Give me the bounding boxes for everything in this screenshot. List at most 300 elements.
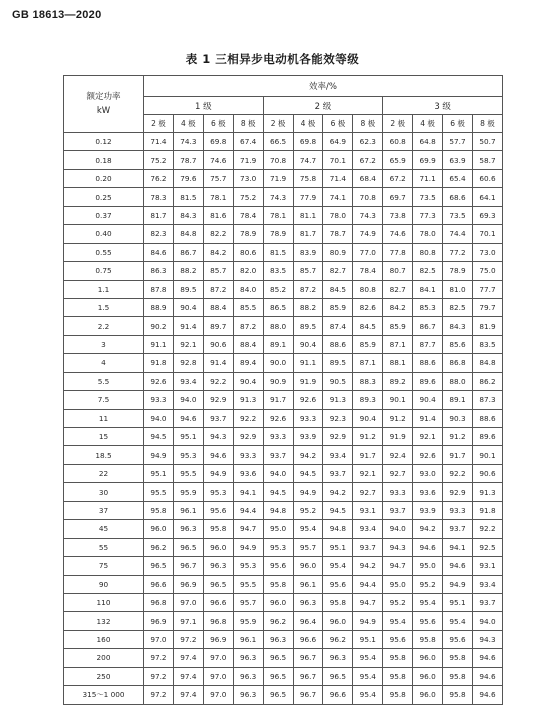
- efficiency-cell: 73.0: [233, 169, 263, 187]
- efficiency-cell: 81.5: [263, 243, 293, 261]
- table-row: [64, 464, 503, 482]
- efficiency-cell: 94.0: [263, 464, 293, 482]
- efficiency-cell: 82.5: [413, 262, 443, 280]
- efficiency-cell: 92.2: [203, 372, 233, 390]
- efficiency-cell: 91.3: [233, 391, 263, 409]
- efficiency-cell: 97.2: [144, 686, 174, 704]
- efficiency-cell: 94.6: [472, 667, 502, 685]
- efficiency-cell: 94.4: [233, 501, 263, 519]
- efficiency-cell: 92.3: [323, 409, 353, 427]
- efficiency-cell: 66.5: [263, 133, 293, 151]
- grade-2-header: 2 级: [263, 97, 383, 115]
- efficiency-cell: 94.5: [144, 428, 174, 446]
- efficiency-cell: 88.4: [203, 298, 233, 316]
- efficiency-cell: 96.7: [293, 686, 323, 704]
- efficiency-cell: 94.2: [353, 557, 383, 575]
- efficiency-cell: 87.2: [203, 280, 233, 298]
- efficiency-cell: 71.1: [413, 169, 443, 187]
- rated-power-cell: 250: [64, 667, 144, 685]
- efficiency-cell: 82.7: [323, 262, 353, 280]
- efficiency-cell: 90.3: [443, 409, 473, 427]
- rated-power-cell: 0.37: [64, 206, 144, 224]
- efficiency-cell: 96.0: [203, 538, 233, 556]
- efficiency-cell: 81.1: [293, 206, 323, 224]
- efficiency-cell: 74.6: [383, 225, 413, 243]
- efficiency-cell: 95.1: [443, 593, 473, 611]
- rated-power-cell: 0.20: [64, 169, 144, 187]
- efficiency-cell: 78.0: [413, 225, 443, 243]
- efficiency-cell: 67.2: [383, 169, 413, 187]
- efficiency-cell: 89.6: [413, 372, 443, 390]
- efficiency-cell: 93.7: [323, 464, 353, 482]
- pole-header: 6 极: [443, 115, 473, 133]
- efficiency-cell: 85.2: [263, 280, 293, 298]
- efficiency-cell: 92.9: [443, 483, 473, 501]
- pole-header: 2 极: [383, 115, 413, 133]
- table-row: [64, 409, 503, 427]
- efficiency-cell: 93.9: [293, 428, 323, 446]
- table-row: [64, 667, 503, 685]
- table-row: [64, 593, 503, 611]
- efficiency-cell: 95.1: [173, 428, 203, 446]
- efficiency-cell: 96.0: [144, 520, 174, 538]
- table-row: [64, 133, 503, 151]
- efficiency-cell: 88.4: [233, 335, 263, 353]
- efficiency-cell: 84.2: [203, 243, 233, 261]
- efficiency-cell: 96.5: [173, 538, 203, 556]
- efficiency-cell: 95.0: [263, 520, 293, 538]
- efficiency-cell: 96.5: [323, 667, 353, 685]
- rated-power-cell: 11: [64, 409, 144, 427]
- rated-power-cell: 5.5: [64, 372, 144, 390]
- efficiency-cell: 81.7: [293, 225, 323, 243]
- efficiency-cell: 80.6: [233, 243, 263, 261]
- efficiency-cell: 94.9: [233, 538, 263, 556]
- efficiency-cell: 95.4: [353, 649, 383, 667]
- table-row: [64, 262, 503, 280]
- efficiency-cell: 94.5: [293, 464, 323, 482]
- efficiency-cell: 87.4: [323, 317, 353, 335]
- table-row: [64, 317, 503, 335]
- rated-power-cell: 0.12: [64, 133, 144, 151]
- efficiency-cell: 93.7: [263, 446, 293, 464]
- efficiency-cell: 93.7: [383, 501, 413, 519]
- efficiency-cell: 96.5: [263, 667, 293, 685]
- table-row: [64, 575, 503, 593]
- efficiency-cell: 95.2: [413, 575, 443, 593]
- efficiency-cell: 82.0: [233, 262, 263, 280]
- efficiency-cell: 71.4: [323, 169, 353, 187]
- efficiency-cell: 79.7: [472, 298, 502, 316]
- efficiency-cell: 92.4: [383, 446, 413, 464]
- efficiency-cell: 96.5: [203, 575, 233, 593]
- efficiency-cell: 94.6: [413, 538, 443, 556]
- efficiency-cell: 92.8: [173, 354, 203, 372]
- efficiency-cell: 91.1: [144, 335, 174, 353]
- efficiency-cell: 67.4: [233, 133, 263, 151]
- efficiency-cell: 94.7: [353, 593, 383, 611]
- efficiency-cell: 87.2: [233, 317, 263, 335]
- efficiency-cell: 95.8: [203, 520, 233, 538]
- efficiency-cell: 95.8: [144, 501, 174, 519]
- efficiency-cell: 96.2: [323, 630, 353, 648]
- rated-power-cell: 37: [64, 501, 144, 519]
- table-row: [64, 188, 503, 206]
- efficiency-cell: 96.3: [233, 686, 263, 704]
- efficiency-cell: 93.3: [443, 501, 473, 519]
- efficiency-cell: 84.5: [353, 317, 383, 335]
- efficiency-cell: 77.2: [443, 243, 473, 261]
- rated-power-cell: 22: [64, 464, 144, 482]
- efficiency-cell: 94.9: [443, 575, 473, 593]
- efficiency-cell: 74.4: [443, 225, 473, 243]
- efficiency-cell: 90.2: [144, 317, 174, 335]
- efficiency-cell: 81.9: [472, 317, 502, 335]
- efficiency-cell: 93.7: [472, 593, 502, 611]
- efficiency-cell: 89.5: [293, 317, 323, 335]
- efficiency-cell: 81.7: [144, 206, 174, 224]
- efficiency-table-container: [63, 75, 503, 705]
- efficiency-cell: 70.1: [472, 225, 502, 243]
- pole-header: 2 极: [144, 115, 174, 133]
- efficiency-cell: 97.0: [203, 649, 233, 667]
- efficiency-cell: 92.9: [323, 428, 353, 446]
- efficiency-cell: 78.1: [263, 206, 293, 224]
- efficiency-cell: 96.8: [144, 593, 174, 611]
- efficiency-cell: 94.0: [383, 520, 413, 538]
- efficiency-cell: 88.1: [383, 354, 413, 372]
- efficiency-cell: 74.7: [293, 151, 323, 169]
- efficiency-cell: 94.3: [383, 538, 413, 556]
- efficiency-cell: 88.6: [413, 354, 443, 372]
- efficiency-cell: 95.5: [173, 464, 203, 482]
- rated-power-cell: 0.40: [64, 225, 144, 243]
- efficiency-cell: 94.9: [353, 612, 383, 630]
- efficiency-cell: 63.9: [443, 151, 473, 169]
- efficiency-cell: 95.6: [413, 612, 443, 630]
- efficiency-cell: 95.8: [383, 686, 413, 704]
- efficiency-cell: 95.8: [443, 686, 473, 704]
- efficiency-cell: 90.4: [233, 372, 263, 390]
- table-row: [64, 391, 503, 409]
- efficiency-cell: 96.6: [144, 575, 174, 593]
- efficiency-cell: 96.8: [203, 612, 233, 630]
- efficiency-cell: 94.6: [203, 446, 233, 464]
- efficiency-cell: 74.3: [173, 133, 203, 151]
- efficiency-cell: 68.4: [353, 169, 383, 187]
- efficiency-cell: 83.5: [263, 262, 293, 280]
- efficiency-cell: 74.9: [353, 225, 383, 243]
- efficiency-cell: 93.7: [203, 409, 233, 427]
- efficiency-cell: 90.1: [383, 391, 413, 409]
- efficiency-cell: 95.6: [383, 630, 413, 648]
- efficiency-cell: 95.6: [263, 557, 293, 575]
- efficiency-cell: 91.8: [144, 354, 174, 372]
- rated-power-cell: 1.1: [64, 280, 144, 298]
- efficiency-cell: 81.0: [443, 280, 473, 298]
- rated-power-cell: 200: [64, 649, 144, 667]
- efficiency-cell: 96.3: [233, 649, 263, 667]
- efficiency-cell: 95.1: [353, 630, 383, 648]
- efficiency-cell: 78.9: [263, 225, 293, 243]
- efficiency-cell: 71.9: [233, 151, 263, 169]
- efficiency-cell: 65.4: [443, 169, 473, 187]
- efficiency-cell: 97.0: [144, 630, 174, 648]
- efficiency-cell: 92.6: [144, 372, 174, 390]
- rated-power-header: [64, 76, 144, 133]
- rated-power-cell: 160: [64, 630, 144, 648]
- efficiency-cell: 85.9: [383, 317, 413, 335]
- table-row: [64, 151, 503, 169]
- efficiency-cell: 69.7: [383, 188, 413, 206]
- efficiency-cell: 60.6: [472, 169, 502, 187]
- efficiency-cell: 80.9: [323, 243, 353, 261]
- efficiency-cell: 96.1: [233, 630, 263, 648]
- pole-header: 4 极: [413, 115, 443, 133]
- efficiency-cell: 85.7: [293, 262, 323, 280]
- efficiency-cell: 95.5: [144, 483, 174, 501]
- efficiency-cell: 74.3: [263, 188, 293, 206]
- efficiency-cell: 69.3: [472, 206, 502, 224]
- efficiency-cell: 95.8: [263, 575, 293, 593]
- efficiency-cell: 75.0: [472, 262, 502, 280]
- efficiency-cell: 90.1: [472, 446, 502, 464]
- efficiency-cell: 96.7: [293, 667, 323, 685]
- efficiency-cell: 77.3: [413, 206, 443, 224]
- efficiency-cell: 96.3: [293, 593, 323, 611]
- efficiency-cell: 95.0: [413, 557, 443, 575]
- efficiency-cell: 64.9: [323, 133, 353, 151]
- efficiency-cell: 90.6: [472, 464, 502, 482]
- efficiency-table: [63, 75, 503, 705]
- table-row: [64, 501, 503, 519]
- efficiency-cell: 91.2: [443, 428, 473, 446]
- efficiency-cell: 82.5: [443, 298, 473, 316]
- efficiency-cell: 91.3: [323, 391, 353, 409]
- efficiency-cell: 94.7: [383, 557, 413, 575]
- efficiency-cell: 93.4: [173, 372, 203, 390]
- efficiency-cell: 93.7: [443, 520, 473, 538]
- efficiency-cell: 71.9: [263, 169, 293, 187]
- efficiency-cell: 87.2: [293, 280, 323, 298]
- efficiency-cell: 90.4: [293, 335, 323, 353]
- efficiency-cell: 94.6: [443, 557, 473, 575]
- efficiency-cell: 95.4: [443, 612, 473, 630]
- efficiency-cell: 96.1: [293, 575, 323, 593]
- efficiency-cell: 64.8: [413, 133, 443, 151]
- efficiency-cell: 97.2: [144, 649, 174, 667]
- efficiency-cell: 95.8: [323, 593, 353, 611]
- efficiency-cell: 93.1: [353, 501, 383, 519]
- efficiency-cell: 82.2: [203, 225, 233, 243]
- efficiency-cell: 89.1: [263, 335, 293, 353]
- efficiency-cell: 90.6: [203, 335, 233, 353]
- efficiency-cell: 92.5: [472, 538, 502, 556]
- efficiency-cell: 95.8: [443, 649, 473, 667]
- efficiency-cell: 50.7: [472, 133, 502, 151]
- efficiency-cell: 86.7: [413, 317, 443, 335]
- efficiency-cell: 67.2: [353, 151, 383, 169]
- efficiency-cell: 96.0: [293, 557, 323, 575]
- efficiency-cell: 93.3: [144, 391, 174, 409]
- rated-power-cell: 315～1 000: [64, 686, 144, 704]
- efficiency-cell: 95.4: [293, 520, 323, 538]
- efficiency-cell: 95.7: [233, 593, 263, 611]
- rated-power-cell: 30: [64, 483, 144, 501]
- pole-header: 2 极: [263, 115, 293, 133]
- table-row: [64, 298, 503, 316]
- efficiency-cell: 92.2: [472, 520, 502, 538]
- rated-power-cell: 4: [64, 354, 144, 372]
- efficiency-cell: 94.8: [323, 520, 353, 538]
- efficiency-cell: 77.0: [353, 243, 383, 261]
- efficiency-cell: 75.2: [144, 151, 174, 169]
- efficiency-cell: 92.9: [203, 391, 233, 409]
- efficiency-cell: 84.5: [323, 280, 353, 298]
- efficiency-cell: 80.8: [353, 280, 383, 298]
- efficiency-cell: 83.5: [472, 335, 502, 353]
- efficiency-cell: 69.8: [203, 133, 233, 151]
- efficiency-cell: 87.3: [472, 391, 502, 409]
- efficiency-cell: 70.8: [263, 151, 293, 169]
- efficiency-cell: 81.5: [173, 188, 203, 206]
- rated-power-cell: 15: [64, 428, 144, 446]
- efficiency-cell: 91.7: [353, 446, 383, 464]
- efficiency-cell: 84.6: [144, 243, 174, 261]
- efficiency-cell: 95.4: [353, 686, 383, 704]
- efficiency-cell: 97.2: [144, 667, 174, 685]
- efficiency-cell: 75.2: [233, 188, 263, 206]
- efficiency-cell: 87.1: [383, 335, 413, 353]
- standard-number: GB 18613—2020: [12, 9, 102, 21]
- efficiency-cell: 89.5: [323, 354, 353, 372]
- efficiency-cell: 96.9: [203, 630, 233, 648]
- efficiency-cell: 95.8: [443, 667, 473, 685]
- efficiency-cell: 94.2: [293, 446, 323, 464]
- efficiency-cell: 89.1: [443, 391, 473, 409]
- efficiency-cell: 93.6: [233, 464, 263, 482]
- table-row: [64, 206, 503, 224]
- efficiency-cell: 96.7: [293, 649, 323, 667]
- efficiency-cell: 96.3: [173, 520, 203, 538]
- efficiency-cell: 84.8: [173, 225, 203, 243]
- efficiency-cell: 78.4: [353, 262, 383, 280]
- efficiency-cell: 93.3: [383, 483, 413, 501]
- table-row: [64, 335, 503, 353]
- efficiency-cell: 96.9: [173, 575, 203, 593]
- table-row: [64, 686, 503, 704]
- efficiency-cell: 96.0: [413, 667, 443, 685]
- rated-power-cell: 45: [64, 520, 144, 538]
- table-row: [64, 225, 503, 243]
- pole-header: 4 极: [293, 115, 323, 133]
- efficiency-cell: 57.7: [443, 133, 473, 151]
- rated-power-cell: 75: [64, 557, 144, 575]
- rated-power-unit: kW: [96, 106, 111, 116]
- efficiency-cell: 94.0: [144, 409, 174, 427]
- efficiency-cell: 91.1: [293, 354, 323, 372]
- efficiency-cell: 69.9: [413, 151, 443, 169]
- table-row: [64, 649, 503, 667]
- efficiency-cell: 93.3: [293, 409, 323, 427]
- efficiency-cell: 82.6: [353, 298, 383, 316]
- table-row: [64, 169, 503, 187]
- efficiency-cell: 94.9: [293, 483, 323, 501]
- table-row: [64, 446, 503, 464]
- pole-header: 8 极: [233, 115, 263, 133]
- efficiency-cell: 80.7: [383, 262, 413, 280]
- efficiency-cell: 92.7: [353, 483, 383, 501]
- efficiency-cell: 77.7: [472, 280, 502, 298]
- efficiency-cell: 92.6: [263, 409, 293, 427]
- efficiency-cell: 85.3: [413, 298, 443, 316]
- efficiency-cell: 94.1: [233, 483, 263, 501]
- efficiency-cell: 95.6: [203, 501, 233, 519]
- efficiency-cell: 86.5: [263, 298, 293, 316]
- efficiency-cell: 91.4: [203, 354, 233, 372]
- efficiency-cell: 70.8: [353, 188, 383, 206]
- efficiency-cell: 95.2: [293, 501, 323, 519]
- efficiency-cell: 75.8: [293, 169, 323, 187]
- pole-header: 4 极: [173, 115, 203, 133]
- table-header: [64, 76, 503, 133]
- rated-power-cell: 0.55: [64, 243, 144, 261]
- efficiency-cell: 93.1: [472, 557, 502, 575]
- efficiency-cell: 89.6: [472, 428, 502, 446]
- efficiency-cell: 87.1: [353, 354, 383, 372]
- efficiency-cell: 82.7: [383, 280, 413, 298]
- efficiency-cell: 90.0: [263, 354, 293, 372]
- efficiency-cell: 95.2: [383, 593, 413, 611]
- efficiency-cell: 97.0: [203, 686, 233, 704]
- efficiency-cell: 96.3: [263, 630, 293, 648]
- efficiency-cell: 85.6: [443, 335, 473, 353]
- efficiency-cell: 92.1: [173, 335, 203, 353]
- efficiency-cell: 93.4: [472, 575, 502, 593]
- efficiency-cell: 78.9: [443, 262, 473, 280]
- efficiency-cell: 92.2: [233, 409, 263, 427]
- efficiency-cell: 84.8: [472, 354, 502, 372]
- pole-header: 6 极: [323, 115, 353, 133]
- efficiency-cell: 96.0: [413, 649, 443, 667]
- table-title: 表 1 三相异步电动机各能效等级: [185, 52, 360, 66]
- efficiency-cell: 91.3: [472, 483, 502, 501]
- pole-header: 8 极: [472, 115, 502, 133]
- efficiency-cell: 88.6: [472, 409, 502, 427]
- efficiency-cell: 77.9: [293, 188, 323, 206]
- efficiency-cell: 97.4: [173, 686, 203, 704]
- efficiency-cell: 91.4: [173, 317, 203, 335]
- rated-power-cell: 0.75: [64, 262, 144, 280]
- rated-power-cell: 3: [64, 335, 144, 353]
- rated-power-cell: 2.2: [64, 317, 144, 335]
- efficiency-cell: 85.7: [203, 262, 233, 280]
- table-row: [64, 538, 503, 556]
- efficiency-cell: 93.3: [263, 428, 293, 446]
- efficiency-cell: 89.4: [233, 354, 263, 372]
- efficiency-cell: 78.0: [323, 206, 353, 224]
- efficiency-cell: 71.4: [144, 133, 174, 151]
- efficiency-cell: 92.1: [353, 464, 383, 482]
- efficiency-cell: 78.7: [323, 225, 353, 243]
- rated-power-cell: 0.18: [64, 151, 144, 169]
- efficiency-cell: 96.3: [203, 557, 233, 575]
- efficiency-cell: 93.4: [323, 446, 353, 464]
- efficiency-cell: 94.6: [472, 649, 502, 667]
- efficiency-cell: 94.2: [413, 520, 443, 538]
- efficiency-cell: 88.9: [144, 298, 174, 316]
- efficiency-cell: 91.9: [293, 372, 323, 390]
